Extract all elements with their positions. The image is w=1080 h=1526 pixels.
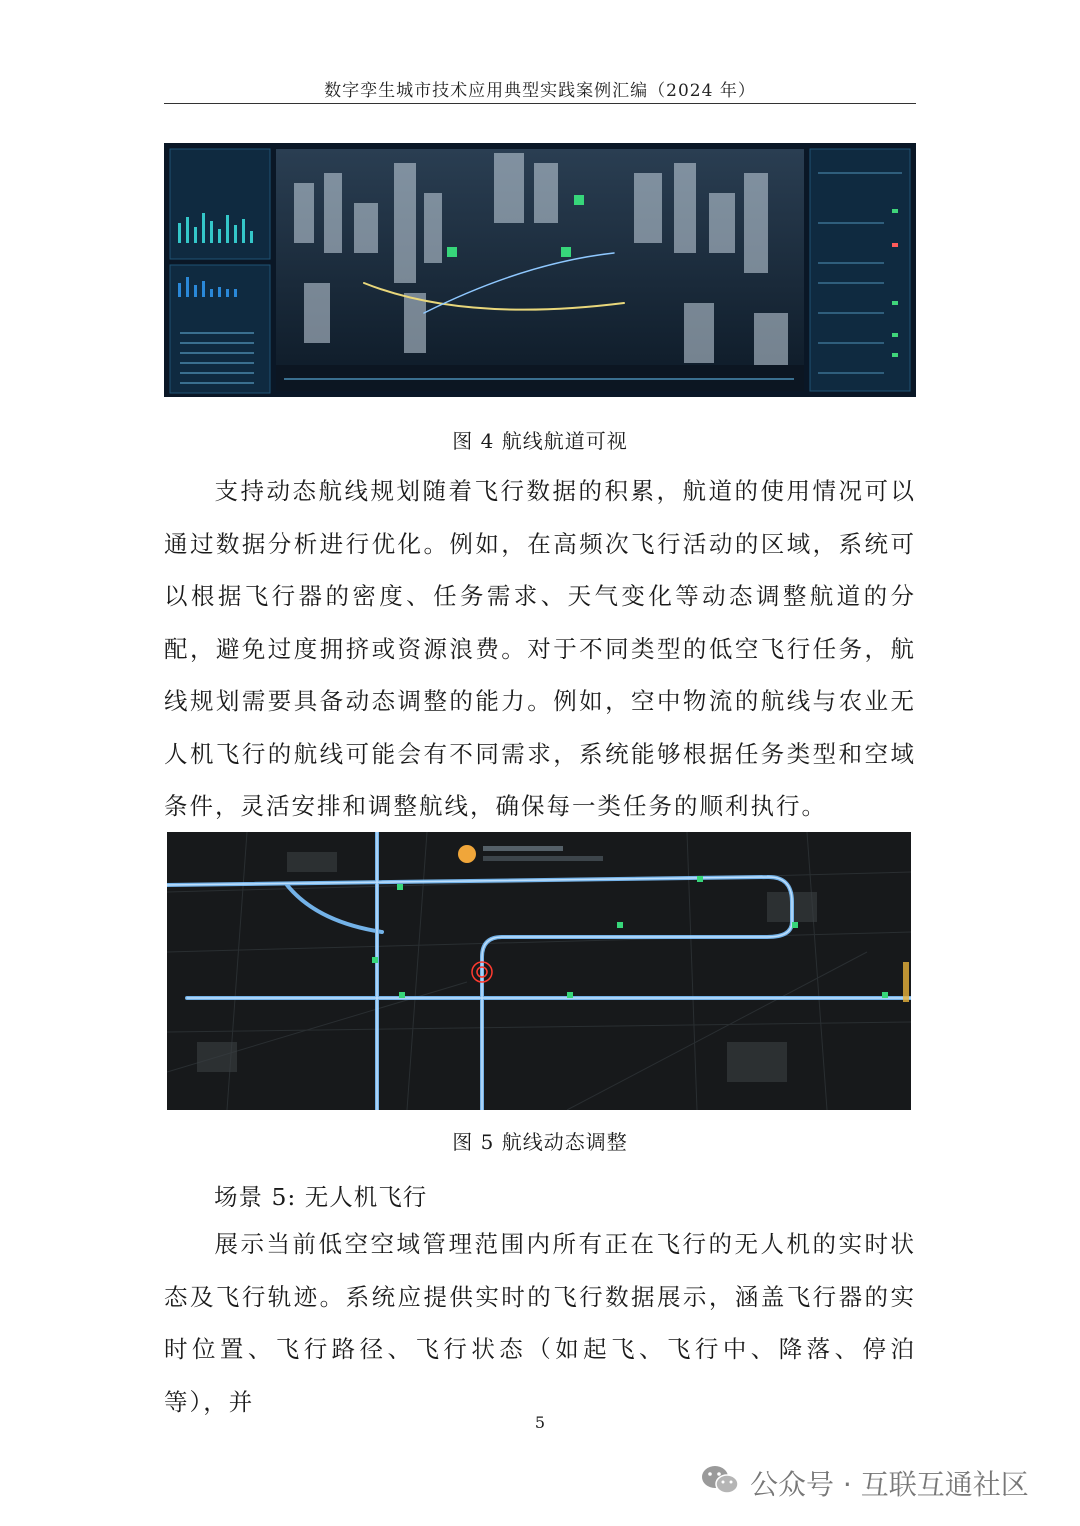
scene-5-heading: 场景 5: 无人机飞行 (214, 1183, 428, 1211)
paragraph-1-text: 支持动态航线规划随着飞行数据的积累，航道的使用情况可以通过数据分析进行优化。例如，在高频次飞行活动的区域，系统可以根据飞行器的密度、任务需求、天气变化等动态调整航道的分配，避免过度拥挤或资源浪费。对于不同类型的低空飞行任务，航线规划需要具备动态调整的能力。例如，空中物流的航线与农业无人机飞行的航线可能会有不同需求，系统能够根据任务类型和空域条件，灵活安排和调整航线，确保每一类任务的顺利执行。 (164, 477, 916, 820)
header-rule (164, 103, 916, 104)
watermark (700, 1458, 1029, 1508)
paragraph-dynamic-route-planning (164, 465, 916, 833)
figure-4-caption: 图 4 航线航道可视 (452, 429, 628, 453)
running-header: 数字孪生城市技术应用典型实践案例汇编（2024 年） (324, 81, 756, 101)
figure-5-graphic (167, 832, 911, 1110)
figure-5-caption: 图 5 航线动态调整 (452, 1130, 628, 1154)
figure-4-graphic (164, 143, 916, 397)
paragraph-2-text: 展示当前低空空域管理范围内所有正在飞行的无人机的实时状态及飞行轨迹。系统应提供实时的飞行数据展示，涵盖飞行器的实时位置、飞行路径、飞行状态（如起飞、飞行中、降落、停泊等），并 (164, 1230, 916, 1416)
paragraph-drone-flight (164, 1218, 916, 1428)
watermark-text: 公众号 · 互联互通社区 (750, 1468, 1029, 1501)
wechat-icon (700, 1463, 740, 1504)
figure-4-dashboard-image (164, 143, 916, 397)
figure-5-map-image (167, 832, 911, 1110)
page-number: 5 (534, 1413, 546, 1432)
